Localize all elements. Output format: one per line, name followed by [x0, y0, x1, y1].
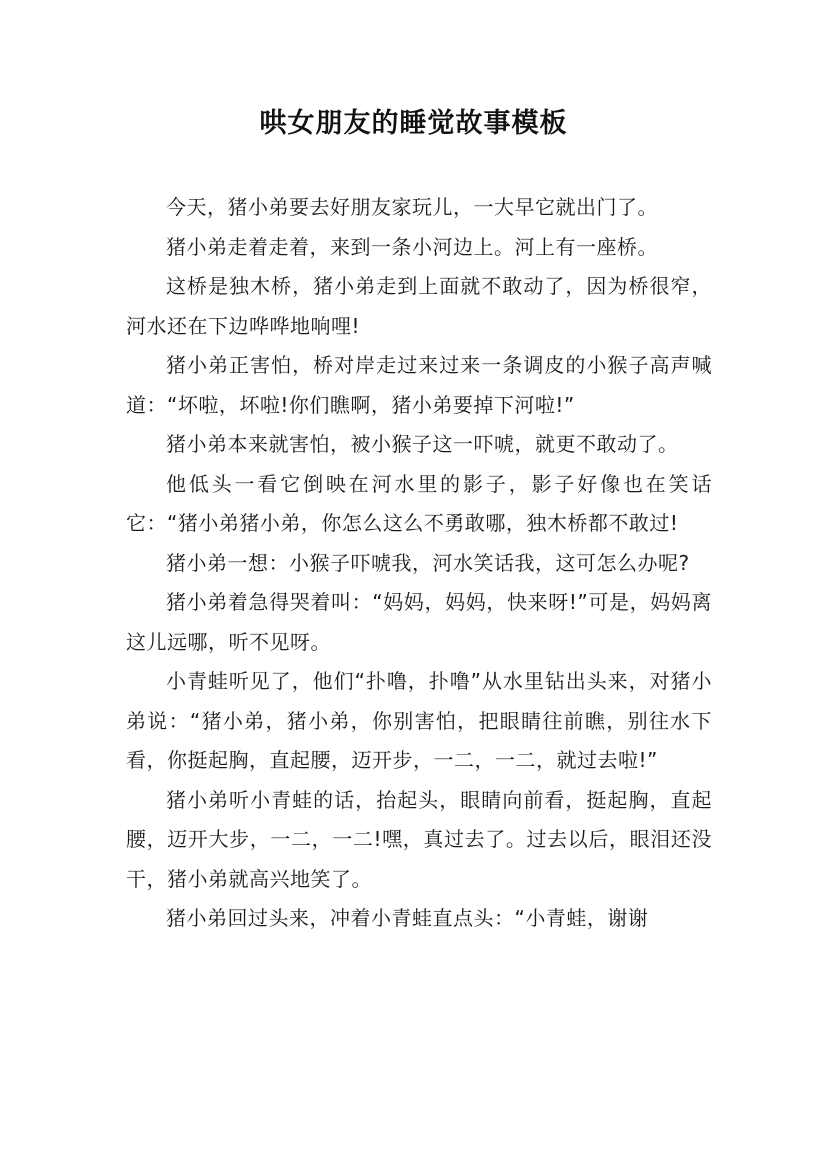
paragraph: 猪小弟听小青蛙的话，抬起头，眼睛向前看，挺起胸，直起腰，迈开大步，一二，一二!嘿，真过去了。过去以后，眼泪还没干，猪小弟就高兴地笑了。	[126, 787, 712, 891]
paragraph: 这桥是独木桥，猪小弟走到上面就不敢动了，因为桥很窄，河水还在下边哗哗地响哩!	[126, 274, 712, 338]
paragraph: 今天，猪小弟要去好朋友家玩儿，一大早它就出门了。	[166, 195, 658, 219]
document-title: 哄女朋友的睡觉故事模板	[259, 108, 568, 139]
paragraph: 猪小弟本来就害怕，被小猴子这一吓唬，就更不敢动了。	[166, 432, 679, 456]
document-body	[126, 188, 712, 939]
paragraph: 猪小弟一想：小猴子吓唬我，河水笑话我，这可怎么办呢?	[166, 550, 690, 575]
paragraph: 猪小弟走着走着，来到一条小河边上。河上有一座桥。	[166, 234, 658, 259]
paragraph: 小青蛙听见了，他们“扑噜，扑噜”从水里钻出头来，对猪小弟说：“猪小弟，猪小弟，你别害怕，把眼睛往前瞧，别往水下看，你挺起胸，直起腰，迈开步，一二，一二，就过去啦!”	[126, 669, 712, 772]
paragraph: 猪小弟着急得哭着叫：“妈妈，妈妈，快来呀!”可是，妈妈离这儿远哪，听不见呀。	[126, 590, 712, 654]
paragraph: 他低头一看它倒映在河水里的影子，影子好像也在笑话它：“猪小弟猪小弟，你怎么这么不勇敢哪，独木桥都不敢过!	[126, 471, 712, 535]
paragraph: 猪小弟正害怕，桥对岸走过来过来一条调皮的小猴子高声喊道：“坏啦，坏啦!你们瞧啊，猪小弟要掉下河啦!”	[126, 353, 712, 417]
paragraph: 猪小弟回过头来，冲着小青蛙直点头：“小青蛙，谢谢	[166, 906, 649, 930]
